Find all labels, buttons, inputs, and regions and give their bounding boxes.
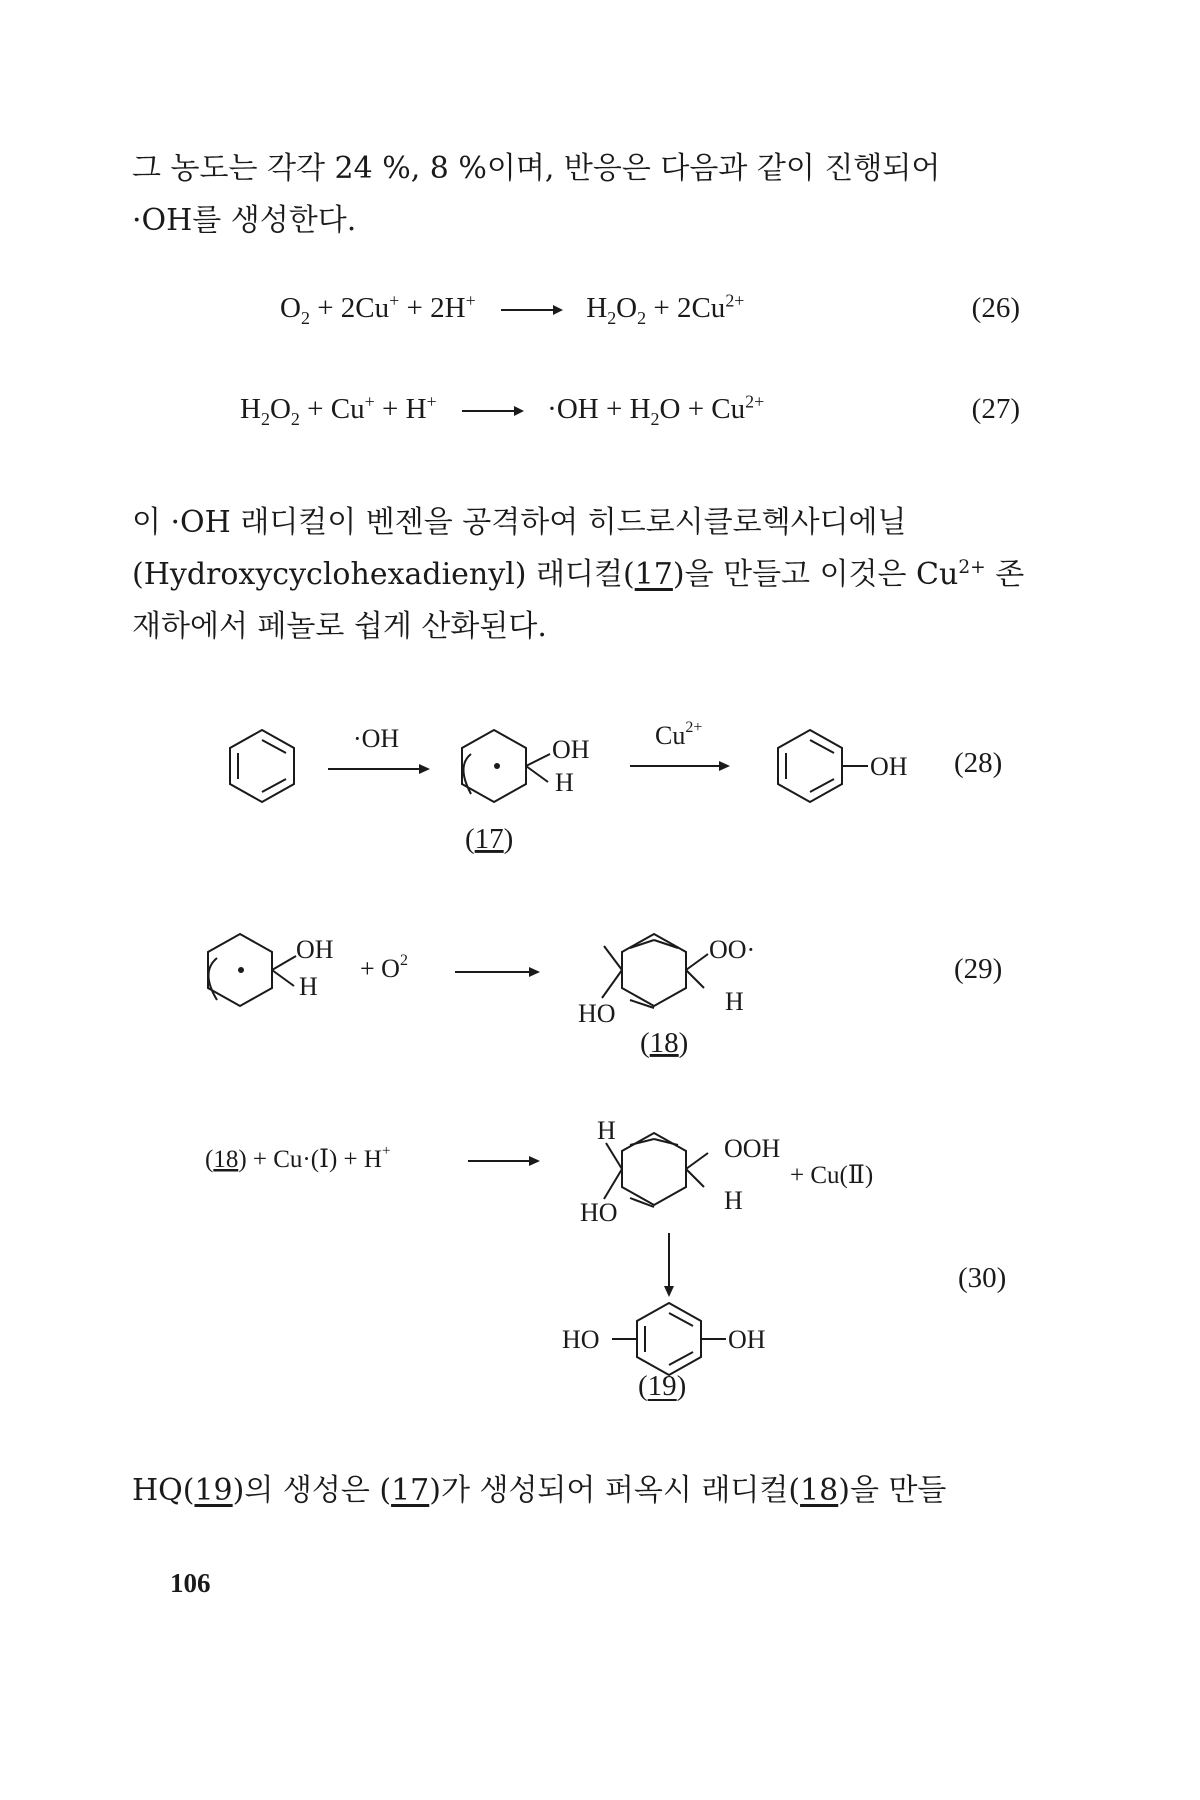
hq-oh-label: OH <box>728 1325 766 1354</box>
equation-30-number: (30) <box>958 1262 1007 1294</box>
reagent-cu: $Cu^{2+}$ <box>655 719 703 750</box>
page-number: 106 <box>170 1568 211 1598</box>
equation-26-number: (26) <box>971 292 1020 324</box>
equation-28-number: (28) <box>954 747 1003 779</box>
ooh-label: OOH <box>724 1134 781 1163</box>
phenol-structure <box>778 730 868 802</box>
hydroperoxide-structure <box>604 1133 708 1207</box>
h-label-2: H <box>725 987 744 1016</box>
paragraph-2: 이 ·OH 래디컬이 벤젠을 공격하여 히드로시클로헥사디에닐 (Hydroxycyclohexadienyl) 래디컬(17)을 만들고 이것은 $Cu^{2+}$ 존 재하에서 페놀로 쉽게 산화된다. <box>132 505 1025 644</box>
product-cu2: + Cu(Ⅱ) <box>790 1162 874 1189</box>
paragraph-1-line-2: ·OH를 생성한다. <box>132 203 357 238</box>
compound-label-17: (17) <box>465 823 514 855</box>
compound-ref-18: 18 <box>800 1473 839 1508</box>
paragraph-2-line-3: 재하에서 페놀로 쉽게 산화된다. <box>132 609 547 644</box>
reaction-scheme-30 <box>0 1105 1200 1415</box>
paragraph-1-line-1: 그 농도는 각각 24 %, 8 %이며, 반응은 다음과 같이 진행되어 <box>132 151 941 186</box>
phenol-oh-label: OH <box>870 752 908 781</box>
reaction-arrow <box>630 761 730 771</box>
compound-label-19: (19) <box>638 1370 687 1402</box>
reaction-arrow-down <box>664 1233 674 1297</box>
oo-radical-label: OO· <box>709 935 756 964</box>
ho-label: HO <box>578 999 616 1028</box>
reaction-scheme-29 <box>0 910 1200 1060</box>
reagent-o2: + $O^2$ <box>360 952 408 983</box>
reaction-arrow <box>455 967 540 977</box>
lhs-reactants: (18) + Cu·(Ⅰ) + H+ <box>205 1143 391 1173</box>
equation-26: $O_2 + 2Cu^+ + 2H^+$ $H_2O_2 + 2Cu^{2+}$ <box>280 290 745 328</box>
reaction-arrow <box>328 764 430 774</box>
compound-ref-19: 19 <box>194 1473 233 1508</box>
compound-ref-17: 17 <box>391 1473 430 1508</box>
reaction-arrow <box>462 410 522 412</box>
compound-label-18: (18) <box>640 1027 689 1059</box>
ho-label: HO <box>580 1198 618 1227</box>
hydroxycyclohexadienyl-radical <box>208 934 296 1006</box>
hq-ho-label: HO <box>562 1325 600 1354</box>
benzene-structure <box>230 730 294 802</box>
equation-27: $H_2O_2 + Cu^+ + H^+ \cdot OH + H_2O + Cu^{2+}$ <box>240 391 765 429</box>
reagent-oh: ·OH <box>353 724 400 753</box>
reaction-arrow <box>501 309 561 311</box>
paragraph-2-line-1: 이 ·OH 래디컬이 벤젠을 공격하여 히드로시클로헥사디에닐 <box>132 505 907 540</box>
h-label: H <box>555 768 574 797</box>
peroxy-radical-structure <box>602 934 708 1008</box>
reaction-scheme-28 <box>0 690 1200 880</box>
paragraph-3: HQ(19)의 생성은 (17)가 생성되어 퍼옥시 래디컬(18)을 만들 <box>132 1473 947 1508</box>
reaction-arrow <box>468 1156 540 1166</box>
hydroxycyclohexadienyl-radical <box>462 730 550 802</box>
h-bottom-label: H <box>724 1186 743 1215</box>
equation-27-number: (27) <box>971 393 1020 425</box>
h-top-label: H <box>597 1116 616 1145</box>
hydroquinone-structure <box>612 1303 726 1375</box>
oh-label: OH <box>552 735 590 764</box>
equation-29-number: (29) <box>954 953 1003 985</box>
oh-label: OH <box>296 935 334 964</box>
paragraph-1 <box>132 143 1042 247</box>
compound-ref-17: 17 <box>634 557 673 592</box>
h-label: H <box>299 972 318 1001</box>
